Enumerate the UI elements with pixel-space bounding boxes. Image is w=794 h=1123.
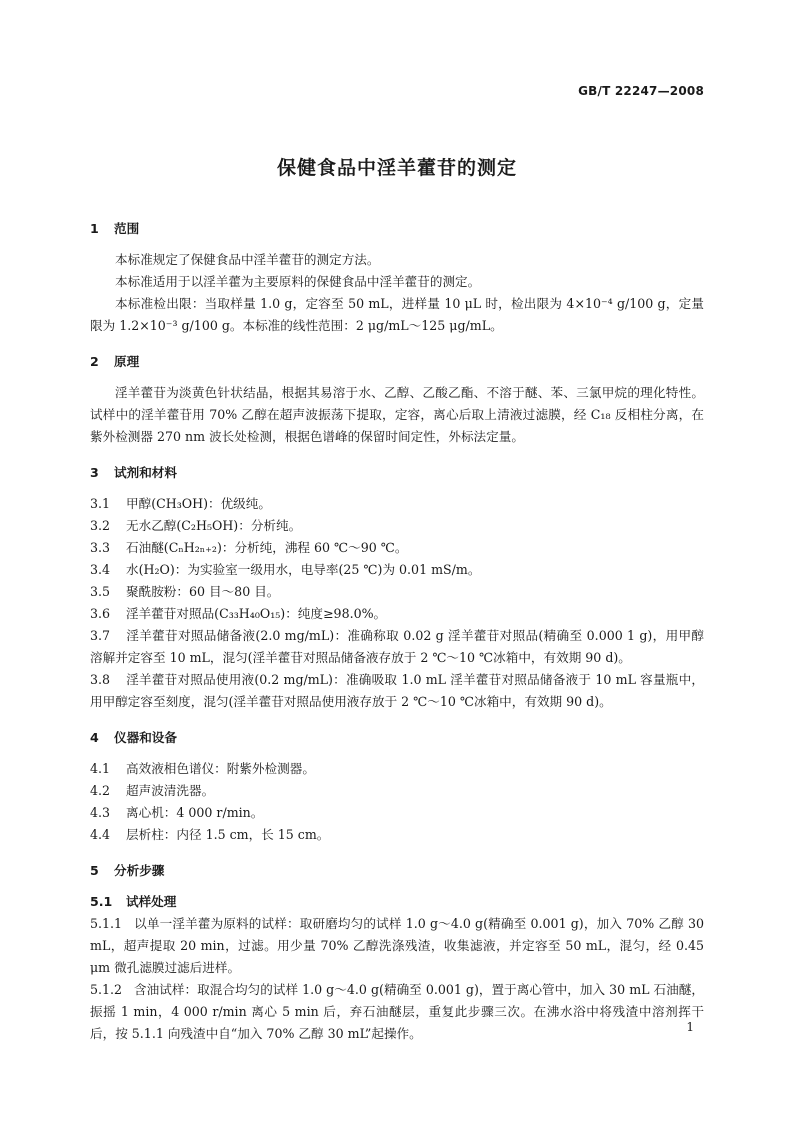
list-item: 4.3 离心机：4 000 r/min。 [90, 805, 264, 820]
list-item: 3.5 聚酰胺粉：60 目～80 目。 [90, 584, 280, 599]
list-item: 5.1.2 含油试样：取混合均匀的试样 1.0 g～4.0 g(精确至 0.001 g)，置于离心管中，加入 30 mL 石油醚，振摇 1 min，4 000 r/min 离心 5 min 后，弃石油醚层，重复此步骤三次。在沸水浴中将残渣中溶剂挥干后，按 5.1.1 向残渣中自“加入 70% 乙醇 30 mL”起操作。 [90, 982, 704, 1041]
list-item: 4.1 高效液相色谱仪：附紫外检测器。 [90, 761, 315, 776]
section-heading-apparatus: 4 仪器和设备 [90, 730, 177, 745]
section-heading-procedure: 5 分析步骤 [90, 863, 165, 878]
section-heading-scope: 1 范围 [90, 221, 140, 236]
list-item: 4.2 超声波清洗器。 [90, 783, 215, 798]
section-heading-principle: 2 原理 [90, 354, 140, 369]
list-item: 5.1.1 以单一淫羊藿为原料的试样：取研磨均匀的试样 1.0 g～4.0 g(精确至 0.001 g)，加入 70% 乙醇 30 mL，超声提取 20 min，过滤。用少量 70% 乙醇洗涤残渣，收集滤液，并定容至 50 mL，混匀，经 0.45 μm 微孔滤膜过滤后进样。 [90, 916, 704, 975]
list-item: 3.7 淫羊藿苷对照品储备液(2.0 mg/mL)：准确称取 0.02 g 淫羊藿苷对照品(精确至 0.000 1 g)，用甲醇溶解并定容至 10 mL，混匀(淫羊藿苷对照品储备液存放于 2 ℃～10 ℃冰箱中，有效期 90 d)。 [90, 628, 704, 665]
list-item: 3.6 淫羊藿苷对照品(C₃₃H₄₀O₁₅)：纯度≥98.0%。 [90, 606, 387, 621]
list-item: 3.4 水(H₂O)：为实验室一级用水，电导率(25 ℃)为 0.01 mS/m。 [90, 562, 481, 577]
paragraph: 本标准规定了保健食品中淫羊藿苷的测定方法。 [115, 252, 380, 267]
list-item: 3.8 淫羊藿苷对照品使用液(0.2 mg/mL)：准确吸取 1.0 mL 淫羊藿苷对照品储备液于 10 mL 容量瓶中，用甲醇定容至刻度，混匀(淫羊藿苷对照品使用液存放于 2 ℃～10 ℃冰箱中，有效期 90 d)。 [90, 672, 704, 709]
list-item: 3.2 无水乙醇(C₂H₅OH)：分析纯。 [90, 518, 302, 533]
standard-code: GB/T 22247—2008 [578, 84, 704, 98]
list-item: 3.3 石油醚(CₙH₂ₙ₊₂)：分析纯，沸程 60 ℃～90 ℃。 [90, 540, 408, 555]
paragraph: 淫羊藿苷为淡黄色针状结晶，根据其易溶于水、乙醇、乙酸乙酯、不溶于醚、苯、三氯甲烷的理化特性。试样中的淫羊藿苷用 70% 乙醇在超声波振荡下提取，定容，离心后取上清液过滤膜，经 C₁₈ 反相柱分离，在紫外检测器 270 nm 波长处检测，根据色谱峰的保留时间定性，外标法定量。 [90, 385, 704, 444]
subsection-heading: 5.1 试样处理 [90, 894, 177, 909]
document-title: 保健食品中淫羊藿苷的测定 [276, 157, 517, 179]
list-item: 3.1 甲醇(CH₃OH)：优级纯。 [90, 496, 271, 511]
section-heading-reagents: 3 试剂和材料 [90, 465, 177, 480]
paragraph: 本标准检出限：当取样量 1.0 g，定容至 50 mL，进样量 10 μL 时，检出限为 4×10⁻⁴ g/100 g，定量限为 1.2×10⁻³ g/100 g。本标准的线性范围：2 μg/mL～125 μg/mL。 [90, 296, 704, 333]
list-item: 4.4 层析柱：内径 1.5 cm，长 15 cm。 [90, 827, 330, 842]
paragraph: 本标准适用于以淫羊藿为主要原料的保健食品中淫羊藿苷的测定。 [115, 274, 481, 289]
document-body [90, 218, 704, 1045]
page-number: 1 [686, 1020, 694, 1034]
